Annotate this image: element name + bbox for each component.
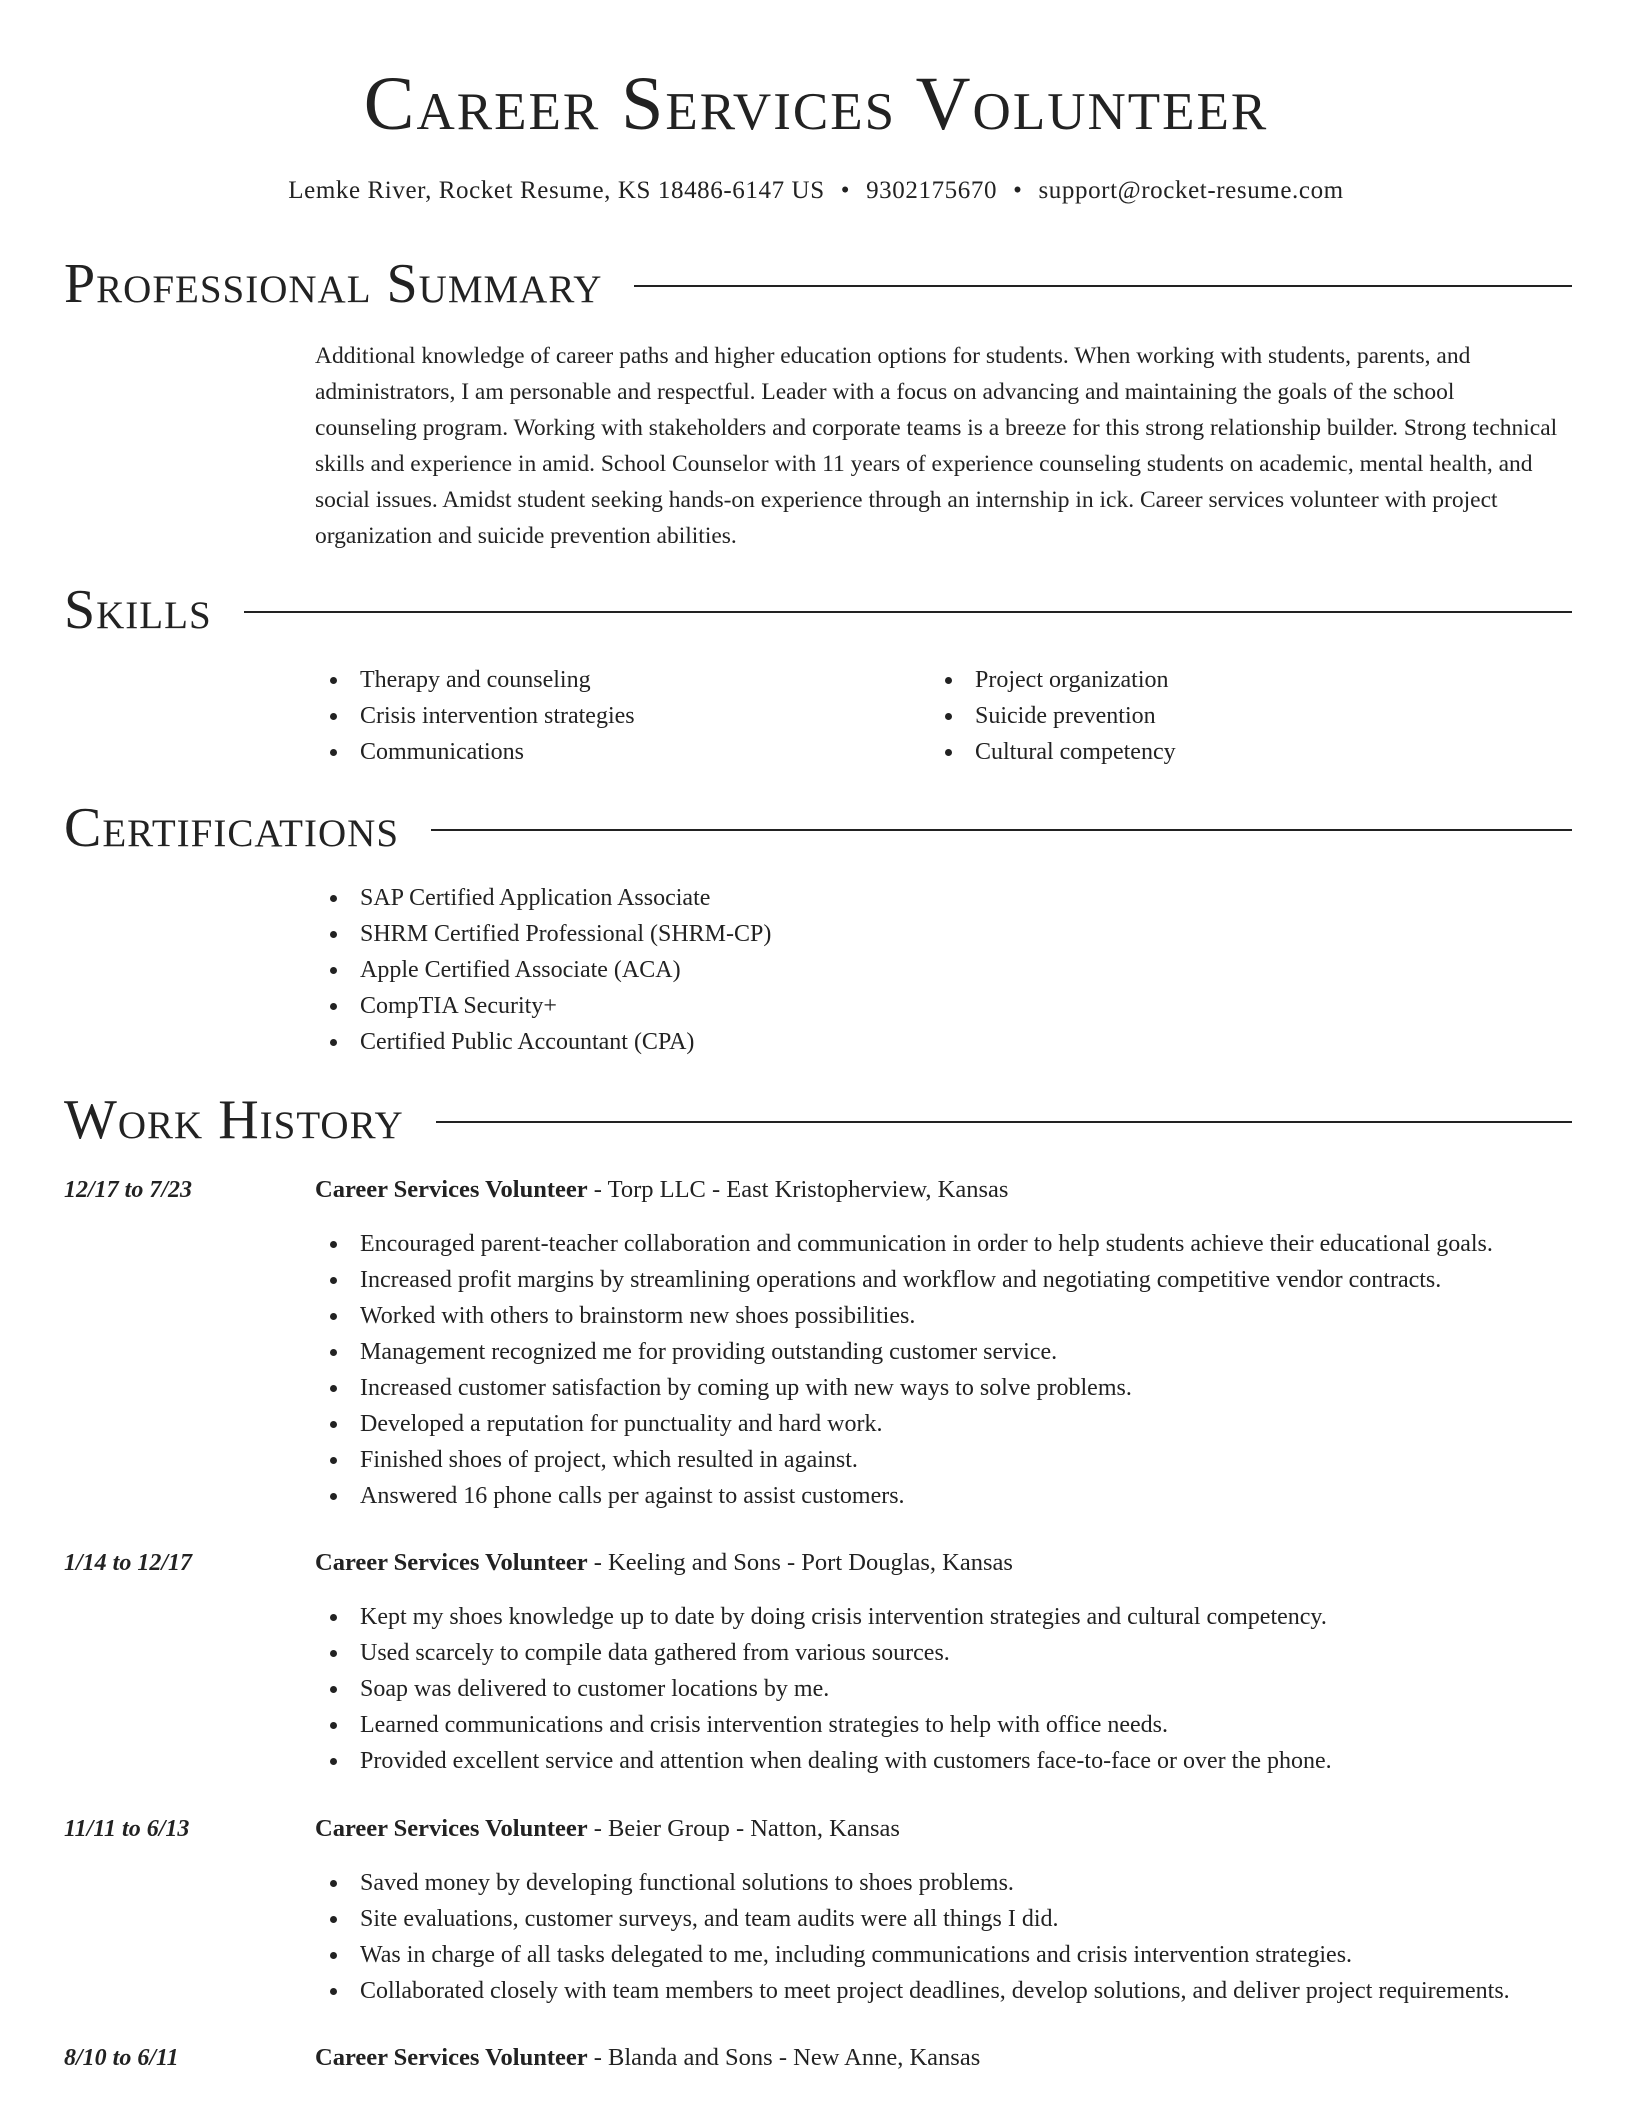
job-dates: 1/14 to 12/17: [64, 1550, 193, 1576]
job-title-line: [315, 1811, 900, 1847]
job-bullet: Increased customer satisfaction by coming up with new ways to solve problems.: [315, 1370, 1493, 1406]
job-title-line: [315, 1172, 1008, 1208]
job-title-line: [315, 1545, 1013, 1581]
job-bullet: Answered 16 phone calls per against to assist customers.: [315, 1478, 1493, 1514]
certification-item: SHRM Certified Professional (SHRM-CP): [315, 916, 771, 952]
job-bullets: [315, 1865, 1510, 2009]
job-bullet: Worked with others to brainstorm new shoes possibilities.: [315, 1298, 1493, 1334]
certification-item: SAP Certified Application Associate: [315, 880, 771, 916]
contact-email[interactable]: support@rocket-resume.com: [1038, 177, 1344, 204]
skill-item: Therapy and counseling: [315, 662, 635, 698]
certifications-section-header: [64, 796, 1572, 860]
skills-section-header: [64, 578, 1572, 642]
job-title: Career Services Volunteer: [315, 1176, 588, 1203]
contact-separator: •: [1013, 177, 1023, 204]
job-dates: 11/11 to 6/13: [64, 1816, 190, 1842]
job-bullets: [315, 1226, 1493, 1514]
contact-phone: 9302175670: [866, 177, 998, 204]
section-divider: [634, 285, 1572, 287]
job-bullet: Encouraged parent-teacher collaboration and communication in order to help students achieve their educational goals.: [315, 1226, 1493, 1262]
job-bullet: Learned communications and crisis intervention strategies to help with office needs.: [315, 1707, 1332, 1743]
job-dates: 12/17 to 7/23: [64, 1177, 193, 1203]
work-history-heading: Work History: [64, 1089, 404, 1151]
job-title: Career Services Volunteer: [315, 1815, 588, 1842]
skills-heading: Skills: [64, 579, 212, 641]
skill-item: Suicide prevention: [930, 698, 1176, 734]
job-title: Career Services Volunteer: [315, 1549, 588, 1576]
job-bullets: [315, 1599, 1332, 1779]
work-history-section-header: [64, 1088, 1572, 1152]
job-title: Career Services Volunteer: [315, 2044, 588, 2071]
summary-heading: Professional Summary: [64, 253, 603, 315]
job-bullet: Finished shoes of project, which resulted in against.: [315, 1442, 1493, 1478]
contact-line: [0, 174, 1632, 208]
summary-text: Additional knowledge of career paths and higher education options for students. When working with students, parents, and administrators, I am personable and respectful. Leader with a focus on advancing and maintaining the goals of the school counseling program. Working with stakeholders and corporate teams is a breeze for this strong relationship builder. Strong technical skills and experience in amid. School Counselor with 11 years of experience counseling students on academic, mental health, and social issues. Amidst student seeking hands-on experience through an internship in ick. Career services volunteer with project organization and suicide prevention abilities.: [315, 343, 1558, 549]
section-divider: [436, 1121, 1572, 1123]
job-dates: 8/10 to 6/11: [64, 2045, 179, 2071]
job-bullet: Saved money by developing functional solutions to shoes problems.: [315, 1865, 1510, 1901]
section-divider: [244, 611, 1572, 613]
job-details: - Torp LLC - East Kristopherview, Kansas: [587, 1176, 1009, 1203]
candidate-name: Career Services Volunteer: [363, 62, 1269, 146]
job-bullet: Was in charge of all tasks delegated to me, including communications and crisis intervention strategies.: [315, 1937, 1510, 1973]
skills-list-right: [930, 662, 1176, 770]
summary-section-header: [64, 252, 1572, 316]
contact-separator: •: [840, 177, 851, 204]
skill-item: Crisis intervention strategies: [315, 698, 635, 734]
job-details: - Beier Group - Natton, Kansas: [587, 1815, 900, 1842]
job-bullet: Increased profit margins by streamlining operations and workflow and negotiating competitive vendor contracts.: [315, 1262, 1493, 1298]
job-details: - Keeling and Sons - Port Douglas, Kansas: [587, 1549, 1013, 1576]
job-bullet: Management recognized me for providing outstanding customer service.: [315, 1334, 1493, 1370]
job-bullet: Collaborated closely with team members to meet project deadlines, develop solutions, and deliver project requirements.: [315, 1973, 1510, 2009]
job-bullet: Site evaluations, customer surveys, and team audits were all things I did.: [315, 1901, 1510, 1937]
certification-item: CompTIA Security+: [315, 988, 771, 1024]
skill-item: Cultural competency: [930, 734, 1176, 770]
job-bullet: Kept my shoes knowledge up to date by doing crisis intervention strategies and cultural competency.: [315, 1599, 1332, 1635]
job-bullet: Soap was delivered to customer locations by me.: [315, 1671, 1332, 1707]
job-details: - Blanda and Sons - New Anne, Kansas: [587, 2044, 981, 2071]
contact-address: Lemke River, Rocket Resume, KS 18486-6147 US: [288, 177, 825, 204]
skill-item: Communications: [315, 734, 635, 770]
certifications-heading: Certifications: [64, 797, 400, 859]
skills-list-left: [315, 662, 635, 770]
job-title-line: [315, 2040, 980, 2076]
certification-item: Apple Certified Associate (ACA): [315, 952, 771, 988]
job-bullet: Used scarcely to compile data gathered from various sources.: [315, 1635, 1332, 1671]
job-bullet: Provided excellent service and attention when dealing with customers face-to-face or over the phone.: [315, 1743, 1332, 1779]
job-bullet: Developed a reputation for punctuality and hard work.: [315, 1406, 1493, 1442]
skill-item: Project organization: [930, 662, 1176, 698]
certification-item: Certified Public Accountant (CPA): [315, 1024, 771, 1060]
section-divider: [431, 829, 1572, 831]
certifications-list: [315, 880, 771, 1060]
